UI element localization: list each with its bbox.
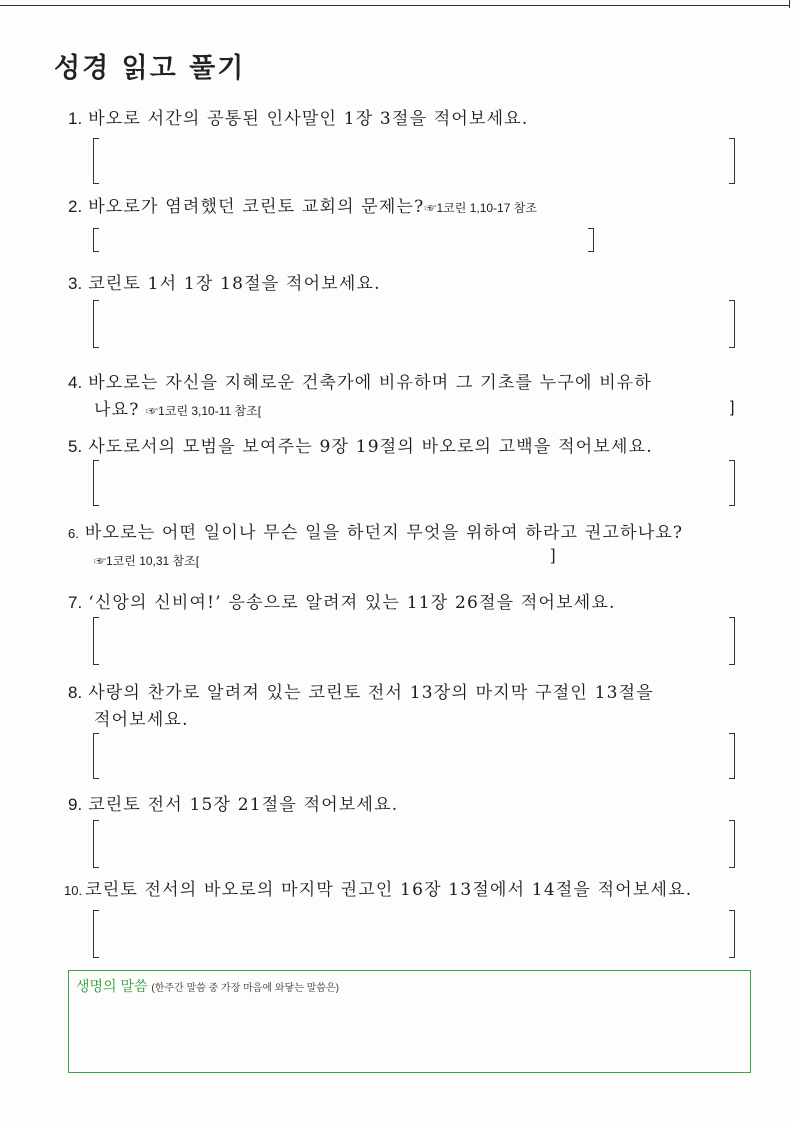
question-text: ‘신앙의 신비여!’ 응송으로 알려져 있는 11장 26절을 적어보세요. xyxy=(88,593,616,613)
answer-bracket-right xyxy=(729,138,735,184)
question-3 xyxy=(68,270,741,298)
word-of-life-title: 생명의 말씀 xyxy=(76,978,148,994)
question-text-cont: 나요? xyxy=(94,400,140,420)
question-7 xyxy=(68,589,741,617)
inline-close-bracket: ] xyxy=(730,399,735,416)
question-number: 10. xyxy=(64,883,83,898)
question-text: 사도로서의 모범을 보여주는 9장 19절의 바오로의 고백을 적어보세요. xyxy=(88,437,653,457)
answer-bracket-right xyxy=(729,910,735,958)
answer-bracket-right xyxy=(729,460,735,506)
question-2 xyxy=(68,193,741,222)
question-text: 바오로 서간의 공통된 인사말인 1장 3절을 적어보세요. xyxy=(88,109,529,129)
question-number: 9. xyxy=(68,795,83,814)
question-text: 바오로가 염려했던 코린토 교회의 문제는? xyxy=(88,197,425,217)
answer-bracket-left[interactable] xyxy=(93,228,99,252)
question-text: 사랑의 찬가로 알려져 있는 코린토 전서 13장의 마지막 구절인 13절을 xyxy=(88,683,654,703)
question-text-cont: 적어보세요. xyxy=(94,710,189,730)
question-number: 6. xyxy=(68,526,79,541)
word-of-life-box[interactable] xyxy=(68,970,751,1073)
question-text: 코린토 1서 1장 18절을 적어보세요. xyxy=(88,274,381,294)
answer-bracket-left[interactable] xyxy=(93,617,99,665)
question-9 xyxy=(68,791,741,819)
question-5 xyxy=(68,433,741,461)
question-6 xyxy=(68,520,741,575)
answer-bracket-right xyxy=(729,820,735,868)
question-number: 4. xyxy=(68,373,83,392)
question-text: 코린토 전서 15장 21절을 적어보세요. xyxy=(88,795,399,815)
answer-bracket-left[interactable] xyxy=(93,300,99,348)
page-title: 성경 읽고 풀기 xyxy=(54,53,246,84)
inline-close-bracket: ] xyxy=(551,547,556,564)
question-number: 2. xyxy=(68,197,83,216)
reference-text: ☞1코린 3,10-11 참조[ xyxy=(146,404,262,418)
answer-bracket-left[interactable] xyxy=(93,820,99,868)
question-text: 코린토 전서의 바오로의 마지막 권고인 16장 13절에서 14절을 적어보세요. xyxy=(85,880,693,900)
question-text: 바오로는 자신을 지혜로운 건축가에 비유하며 그 기초를 누구에 비유하 xyxy=(88,373,653,393)
top-border-line xyxy=(0,5,790,6)
answer-bracket-right xyxy=(729,617,735,665)
question-8 xyxy=(68,679,741,734)
question-10 xyxy=(64,877,741,904)
answer-bracket-right xyxy=(729,300,735,348)
question-number: 5. xyxy=(68,437,83,456)
answer-bracket-right xyxy=(588,228,594,252)
word-of-life-header xyxy=(76,976,339,996)
question-number: 1. xyxy=(68,109,83,128)
answer-bracket-left[interactable] xyxy=(93,733,99,779)
reference-text: ☞1코린 1,10-17 참조 xyxy=(424,201,537,215)
question-4 xyxy=(68,369,741,425)
answer-bracket-left[interactable] xyxy=(93,138,99,184)
question-text: 바오로는 어떤 일이나 무슨 일을 하던지 무엇을 위하여 하라고 권고하나요? xyxy=(84,523,684,543)
top-border-tick xyxy=(789,0,790,8)
question-number: 8. xyxy=(68,683,83,702)
question-1 xyxy=(68,105,741,133)
answer-bracket-left[interactable] xyxy=(93,460,99,506)
word-of-life-subtitle: (한주간 말씀 중 가장 마음에 와닿는 말씀은) xyxy=(151,983,339,994)
question-number: 7. xyxy=(68,593,83,612)
answer-bracket-left[interactable] xyxy=(93,910,99,958)
reference-text: ☞1코린 10,31 참조[ xyxy=(94,554,200,568)
answer-bracket-right xyxy=(729,733,735,779)
question-number: 3. xyxy=(68,274,83,293)
